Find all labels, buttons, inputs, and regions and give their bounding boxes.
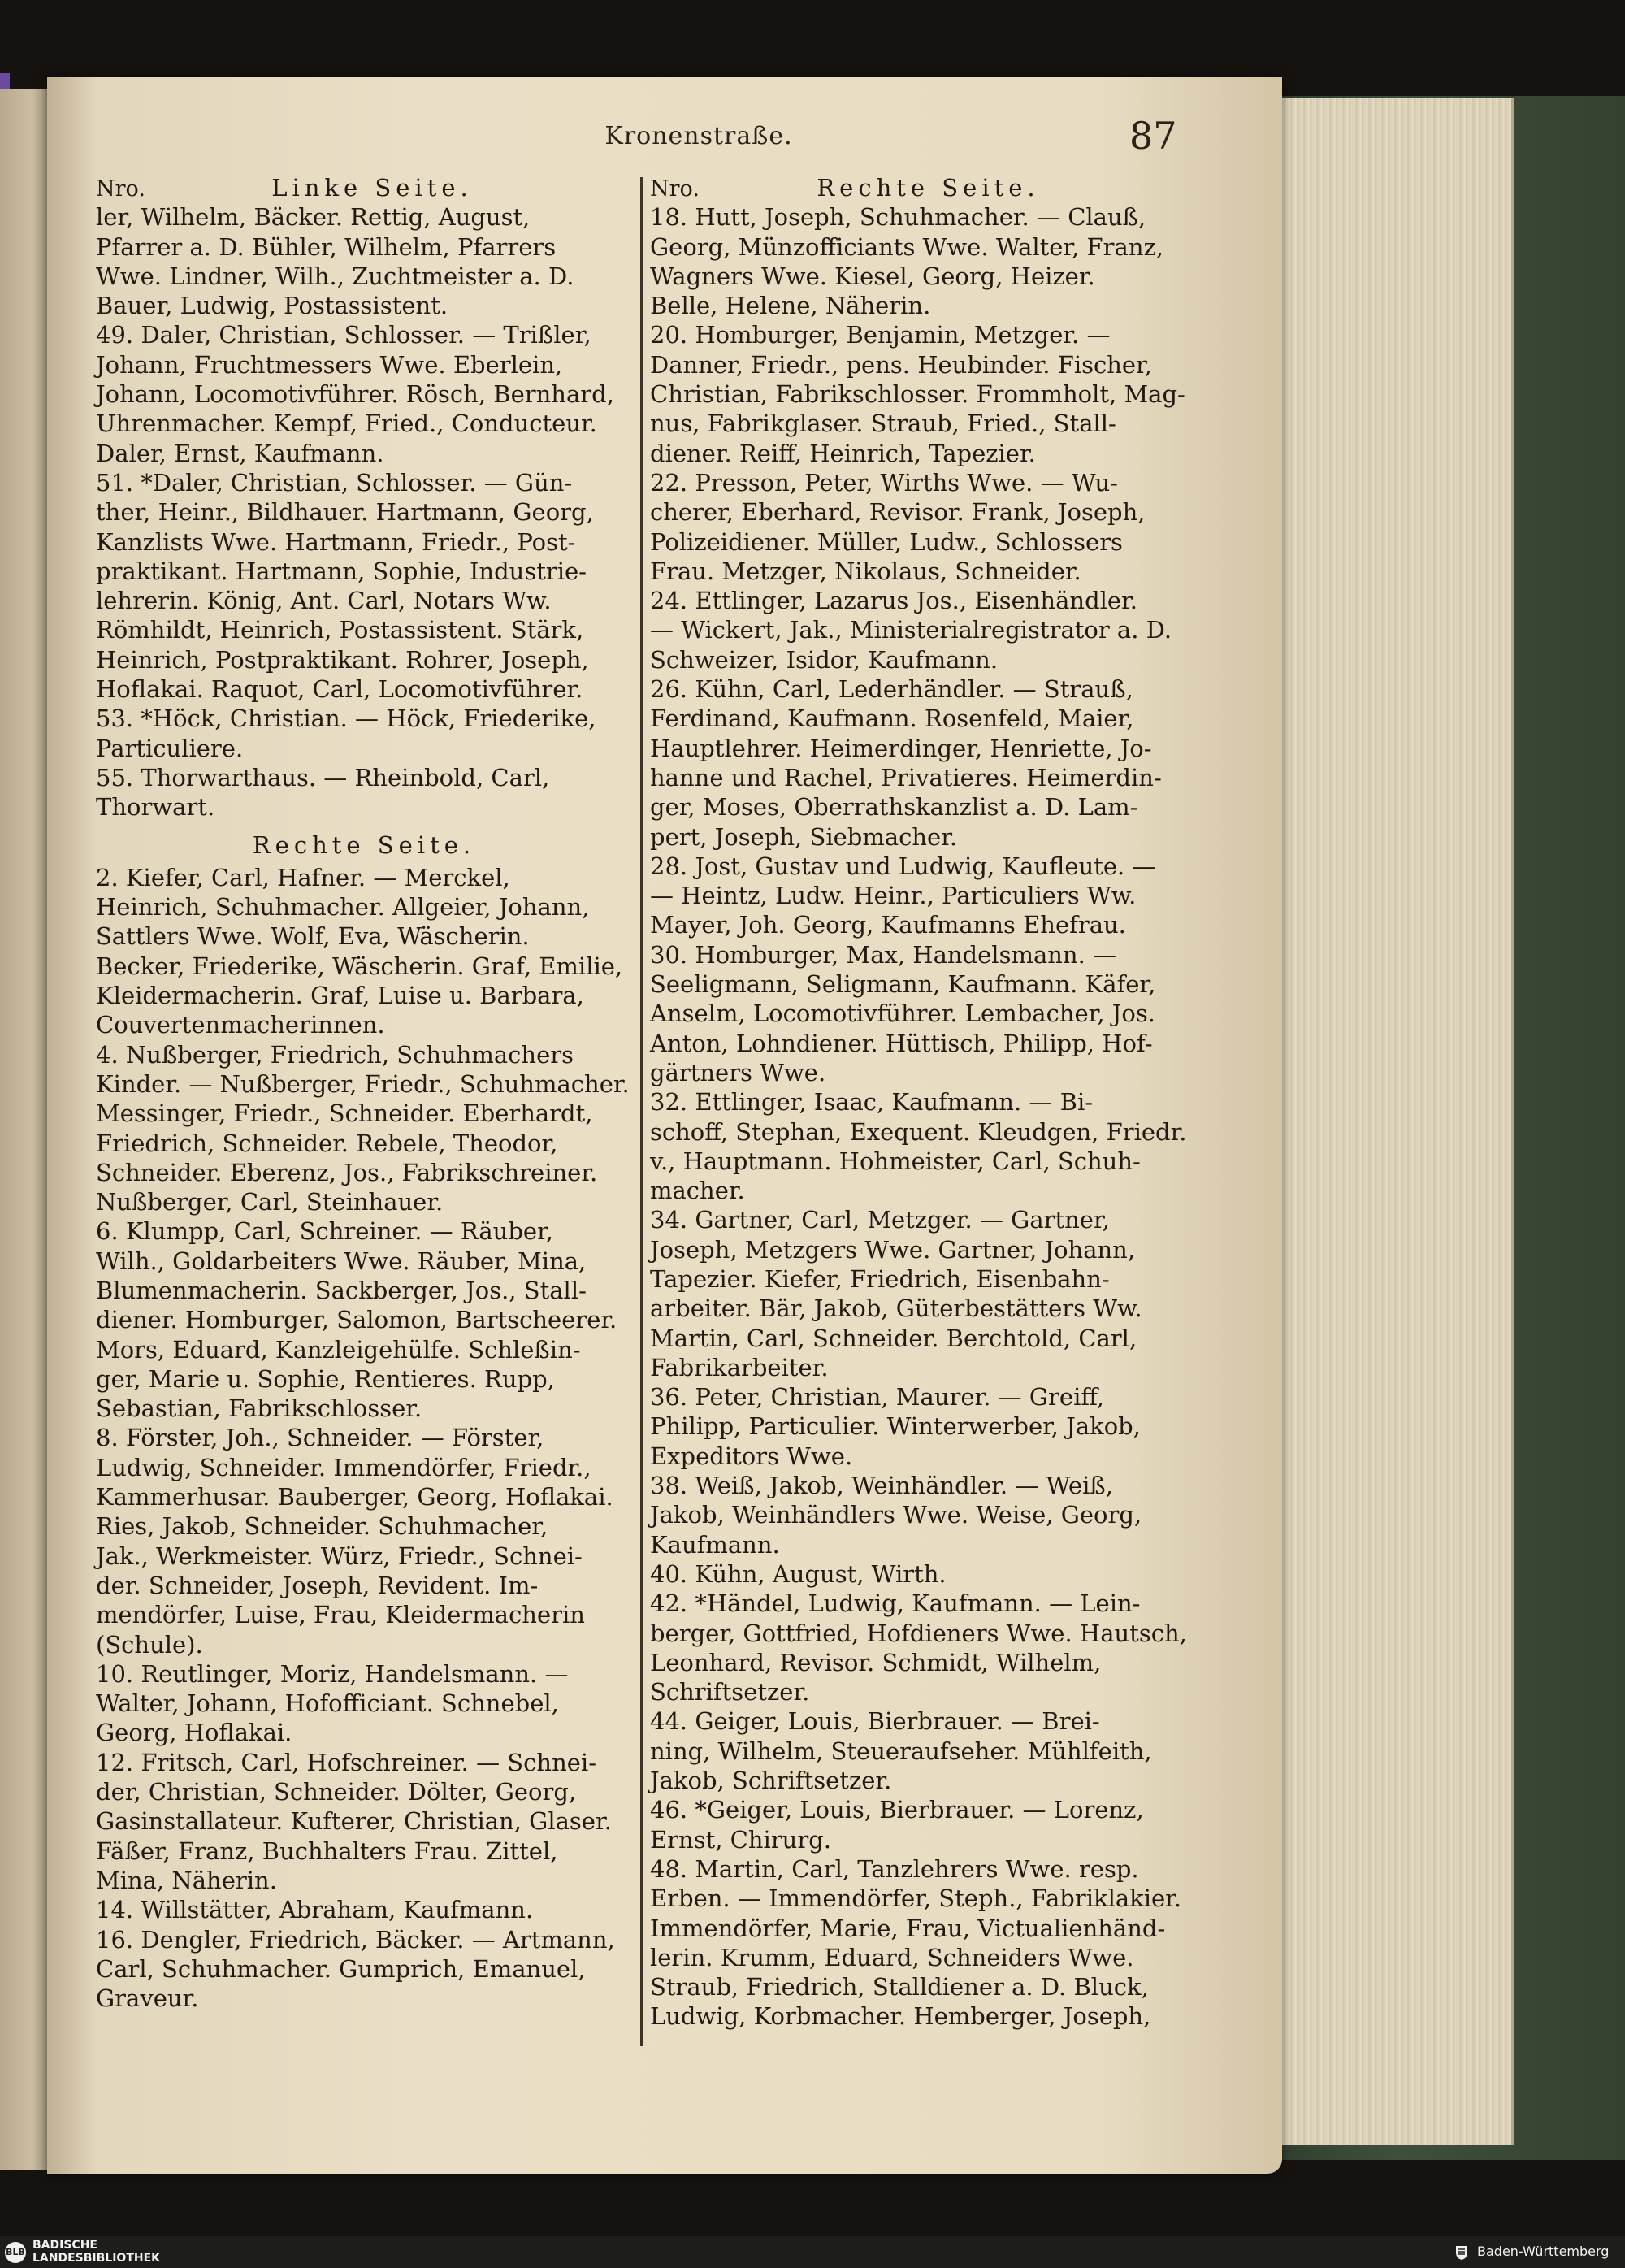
entry-line: Carl, Schuhmacher. Gumprich, Emanuel, [96, 1954, 586, 1983]
entry-line: mendörfer, Luise, Frau, Kleidermacherin [96, 1601, 585, 1629]
entry-line: 48. Martin, Carl, Tanzlehrers Wwe. resp. [650, 1854, 1139, 1883]
left-column-header [96, 173, 632, 202]
entry-line: 4. Nußberger, Friedrich, Schuhmachers [96, 1040, 574, 1069]
entry-line: ther, Heinr., Bildhauer. Hartmann, Georg, [96, 498, 594, 527]
entry-line: Daler, Ernst, Kaufmann. [96, 439, 384, 467]
column-divider [640, 177, 643, 2046]
entry-line: Schneider. Eberenz, Jos., Fabrikschreiner. [96, 1158, 598, 1186]
entry-line: Heinrich, Postpraktikant. Rohrer, Joseph, [96, 645, 589, 674]
left-column [96, 173, 632, 2013]
entry-line: Anton, Lohndiener. Hüttisch, Philipp, Hof- [650, 1029, 1153, 1057]
entry-line: Wagners Wwe. Kiesel, Georg, Heizer. [650, 262, 1095, 290]
entry-line: berger, Gottfried, Hofdieners Wwe. Hautsch, [650, 1619, 1187, 1647]
entry-line: Philipp, Particulier. Winterwerber, Jakob, [650, 1412, 1141, 1441]
entry-line: Kanzlists Wwe. Hartmann, Friedr., Post- [96, 527, 576, 556]
entry-line: ger, Marie u. Sophie, Rentieres. Rupp, [96, 1364, 555, 1393]
page-number: 87 [1129, 114, 1177, 158]
entry-line: Johann, Locomotivführer. Rösch, Bernhard, [96, 380, 614, 409]
entry-line: 2. Kiefer, Carl, Hafner. — Merckel, [96, 863, 510, 891]
entry-line: v., Hauptmann. Hohmeister, Carl, Schuh- [650, 1147, 1141, 1175]
entry-line: Kaufmann. [650, 1530, 780, 1559]
entry-line: Uhrenmacher. Kempf, Fried., Conducteur. [96, 410, 597, 438]
entry-line: 40. Kühn, August, Wirth. [650, 1559, 947, 1588]
entry-line: 16. Dengler, Friedrich, Bäcker. — Artmann, [96, 1925, 615, 1954]
left-entries-right-side [96, 863, 632, 2014]
state-crest-icon [1453, 2244, 1471, 2261]
entry-line: ger, Moses, Oberrathskanzlist a. D. Lam- [650, 793, 1138, 822]
entry-line: 24. Ettlinger, Lazarus Jos., Eisenhändler. [650, 587, 1138, 615]
entry-line: diener. Homburger, Salomon, Bartscheerer. [96, 1306, 618, 1334]
footer-bar [0, 2236, 1625, 2268]
side-heading: Linke Seite. [271, 174, 473, 202]
entry-line: Becker, Friederike, Wäscherin. Graf, Emilie, [96, 952, 623, 980]
entry-line: Jakob, Schriftsetzer. [650, 1767, 892, 1795]
entry-line: Johann, Fruchtmessers Wwe. Eberlein, [96, 350, 563, 379]
entry-line: Wwe. Lindner, Wilh., Zuchtmeister a. D. [96, 262, 574, 290]
entry-line: 32. Ettlinger, Isaac, Kaufmann. — Bi- [650, 1088, 1094, 1117]
entry-line: Ferdinand, Kaufmann. Rosenfeld, Maier, [650, 705, 1134, 733]
entry-line: gärtners Wwe. [650, 1058, 826, 1086]
side-heading: Rechte Seite. [817, 174, 1040, 202]
entry-line: Heinrich, Schuhmacher. Allgeier, Johann, [96, 893, 590, 922]
entry-line: ler, Wilhelm, Bäcker. Rettig, August, [96, 203, 531, 232]
entry-line: 36. Peter, Christian, Maurer. — Greiff, [650, 1383, 1105, 1412]
entry-line: Tapezier. Kiefer, Friedrich, Eisenbahn- [650, 1264, 1110, 1293]
entry-line: Danner, Friedr., pens. Heubinder. Fischer, [650, 350, 1152, 379]
entry-line: Schriftsetzer. [650, 1678, 810, 1706]
entry-line: Martin, Carl, Schneider. Berchtold, Carl, [650, 1324, 1138, 1352]
entry-line: Kleidermacherin. Graf, Luise u. Barbara, [96, 982, 584, 1010]
entry-line: Hoflakai. Raquot, Carl, Locomotivführer. [96, 675, 583, 704]
entry-line: Georg, Münzofficiants Wwe. Walter, Franz, [650, 232, 1164, 261]
entry-line: 44. Geiger, Louis, Bierbrauer. — Brei- [650, 1707, 1100, 1736]
entry-line: 42. *Händel, Ludwig, Kaufmann. — Lein- [650, 1589, 1141, 1618]
right-column-header [650, 173, 1190, 202]
entry-line: arbeiter. Bär, Jakob, Güterbestätters Ww. [650, 1294, 1142, 1323]
entry-line: Nußberger, Carl, Steinhauer. [96, 1188, 444, 1216]
right-column [650, 173, 1190, 2032]
entry-line: Expeditors Wwe. [650, 1442, 853, 1470]
entry-line: Straub, Friedrich, Stalldiener a. D. Bluck, [650, 1973, 1149, 2001]
entry-line: Thorwart. [96, 793, 215, 822]
entry-line: 51. *Daler, Christian, Schlosser. — Gün- [96, 468, 573, 497]
right-entries [650, 202, 1190, 2031]
entry-line: ning, Wilhelm, Steueraufseher. Mühlfeith, [650, 1737, 1152, 1765]
entry-line: Ries, Jakob, Schneider. Schuhmacher, [96, 1512, 548, 1541]
entry-line: nus, Fabrikglaser. Straub, Fried., Stall- [650, 410, 1116, 438]
entry-line: 22. Presson, Peter, Wirths Wwe. — Wu- [650, 468, 1118, 497]
entry-line: Jakob, Weinhändlers Wwe. Weise, Georg, [650, 1501, 1142, 1529]
entry-line: Immendörfer, Marie, Frau, Victualienhänd- [650, 1914, 1166, 1942]
side-subheading: Rechte Seite. [252, 830, 476, 859]
library-name-line1: BADISCHE [32, 2239, 98, 2252]
entry-line: Mina, Näherin. [96, 1866, 277, 1894]
entry-line: Ernst, Chirurg. [650, 1825, 832, 1854]
entry-line: 6. Klumpp, Carl, Schreiner. — Räuber, [96, 1217, 553, 1246]
left-entries [96, 202, 632, 822]
entry-line: Bauer, Ludwig, Postassistent. [96, 292, 448, 320]
entry-line: Polizeidiener. Müller, Ludw., Schlossers [650, 527, 1123, 556]
page-block-edge [1268, 98, 1514, 2145]
entry-line: schoff, Stephan, Exequent. Kleudgen, Friedr. [650, 1117, 1187, 1146]
entry-line: Jak., Werkmeister. Würz, Friedr., Schnei- [96, 1542, 583, 1570]
blb-logo: BLB [5, 2242, 26, 2263]
entry-line: Particuliere. [96, 734, 244, 762]
entry-line: der. Schneider, Joseph, Revident. Im- [96, 1571, 539, 1599]
entry-line: Belle, Helene, Näherin. [650, 292, 931, 320]
entry-line: 20. Homburger, Benjamin, Metzger. — [650, 321, 1111, 349]
entry-line: 55. Thorwarthaus. — Rheinbold, Carl, [96, 763, 550, 791]
entry-line: — Wickert, Jak., Ministerialregistrator a. D. [650, 616, 1172, 644]
entry-line: pert, Joseph, Siebmacher. [650, 822, 958, 851]
entry-line: Gasinstallateur. Kufterer, Christian, Glaser. [96, 1807, 612, 1836]
entry-line: Messinger, Friedr., Schneider. Eberhardt, [96, 1099, 593, 1128]
entry-line: diener. Reiff, Heinrich, Tapezier. [650, 439, 1036, 467]
entry-line: Hauptlehrer. Heimerdinger, Henriette, Jo- [650, 734, 1152, 762]
entry-line: hanne und Rachel, Privatieres. Heimerdin- [650, 763, 1162, 791]
entry-line: Couvertenmacherinnen. [96, 1011, 385, 1039]
library-name [32, 2239, 160, 2265]
page-header-title: Kronenstraße. [604, 122, 793, 150]
entry-line: Römhildt, Heinrich, Postassistent. Stärk, [96, 616, 584, 644]
entry-line: der, Christian, Schneider. Dölter, Georg, [96, 1778, 577, 1806]
entry-line: lehrerin. König, Ant. Carl, Notars Ww. [96, 587, 552, 615]
entry-line: 10. Reutlinger, Moriz, Handelsmann. — [96, 1659, 569, 1688]
entry-line: Kammerhusar. Bauberger, Georg, Hoflakai. [96, 1483, 613, 1511]
entry-line: Blumenmacherin. Sackberger, Jos., Stall- [96, 1276, 587, 1304]
entry-line: Christian, Fabrikschlosser. Frommholt, Mag- [650, 380, 1185, 409]
entry-line: lerin. Krumm, Eduard, Schneiders Wwe. [650, 1943, 1134, 1971]
entry-line: Mayer, Joh. Georg, Kaufmanns Ehefrau. [650, 911, 1126, 939]
entry-line: 53. *Höck, Christian. — Höck, Friederike, [96, 705, 596, 733]
entry-line: cherer, Eberhard, Revisor. Frank, Joseph, [650, 498, 1146, 527]
nro-label: Nro. [96, 176, 145, 202]
entry-line: Anselm, Locomotivführer. Lembacher, Jos. [650, 1000, 1155, 1028]
entry-line: Seeligmann, Seligmann, Kaufmann. Käfer, [650, 970, 1156, 999]
entry-line: 8. Förster, Joh., Schneider. — Förster, [96, 1424, 544, 1452]
entry-line: — Heintz, Ludw. Heinr., Particuliers Ww. [650, 882, 1137, 910]
entry-line: praktikant. Hartmann, Sophie, Industrie- [96, 557, 587, 585]
entry-line: 38. Weiß, Jakob, Weinhändler. — Weiß, [650, 1472, 1113, 1500]
entry-line: 18. Hutt, Joseph, Schuhmacher. — Clauß, [650, 203, 1146, 232]
library-name-line2: LANDESBIBLIOTHEK [32, 2252, 161, 2265]
entry-line: Graveur. [96, 1984, 199, 2013]
entry-line: 49. Daler, Christian, Schlosser. — Trißler, [96, 321, 592, 349]
entry-line: 30. Homburger, Max, Handelsmann. — [650, 940, 1117, 969]
entry-line: Pfarrer a. D. Bühler, Wilhelm, Pfarrers [96, 232, 557, 261]
entry-line: Georg, Hoflakai. [96, 1719, 292, 1747]
entry-line: Sebastian, Fabrikschlosser. [96, 1394, 422, 1423]
entry-line: Mors, Eduard, Kanzleigehülfe. Schleßin- [96, 1335, 581, 1364]
entry-line: 14. Willstätter, Abraham, Kaufmann. [96, 1896, 534, 1924]
entry-line: Wilh., Goldarbeiters Wwe. Räuber, Mina, [96, 1247, 587, 1275]
entry-line: Erben. — Immendörfer, Steph., Fabriklakier. [650, 1884, 1182, 1913]
entry-line: 28. Jost, Gustav und Ludwig, Kaufleute. — [650, 852, 1156, 880]
entry-line: Frau. Metzger, Nikolaus, Schneider. [650, 557, 1081, 585]
entry-line: (Schule). [96, 1630, 203, 1659]
entry-line: 34. Gartner, Carl, Metzger. — Gartner, [650, 1206, 1110, 1234]
entry-line: Ludwig, Korbmacher. Hemberger, Joseph, [650, 2002, 1151, 2031]
entry-line: 26. Kühn, Carl, Lederhändler. — Strauß, [650, 675, 1133, 704]
nro-label: Nro. [650, 176, 700, 202]
entry-line: Leonhard, Revisor. Schmidt, Wilhelm, [650, 1648, 1102, 1676]
entry-line: Joseph, Metzgers Wwe. Gartner, Johann, [650, 1235, 1136, 1264]
entry-line: Ludwig, Schneider. Immendörfer, Friedr., [96, 1453, 592, 1481]
entry-line: Fabrikarbeiter. [650, 1353, 829, 1381]
entry-line: 12. Fritsch, Carl, Hofschreiner. — Schnei- [96, 1748, 596, 1776]
entry-line: Walter, Johann, Hofofficiant. Schnebel, [96, 1689, 559, 1718]
entry-line: Friedrich, Schneider. Rebele, Theodor, [96, 1129, 558, 1157]
entry-line: 46. *Geiger, Louis, Bierbrauer. — Lorenz, [650, 1796, 1144, 1824]
entry-line: Fäßer, Franz, Buchhalters Frau. Zittel, [96, 1837, 558, 1865]
entry-line: Schweizer, Isidor, Kaufmann. [650, 645, 999, 674]
entry-line: Sattlers Wwe. Wolf, Eva, Wäscherin. [96, 922, 530, 951]
state-name: Baden-Württemberg [1477, 2244, 1610, 2259]
entry-line: macher. [650, 1177, 745, 1205]
entry-line: Kinder. — Nußberger, Friedr., Schuhmacher. [96, 1069, 630, 1098]
